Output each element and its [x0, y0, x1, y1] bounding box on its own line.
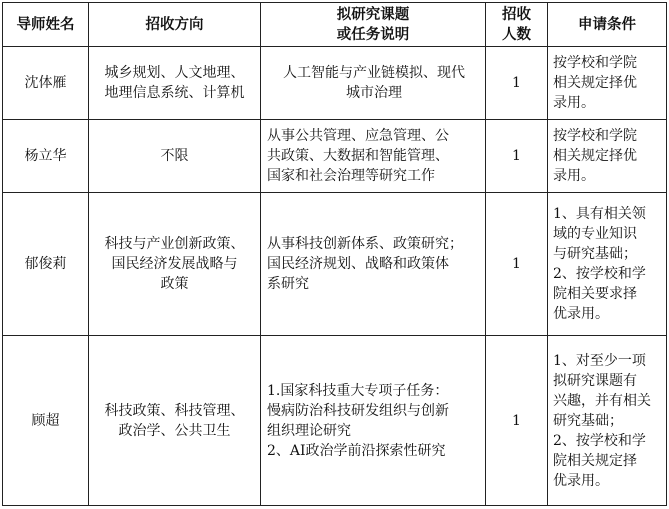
- cell-line: 相关规定择优: [553, 75, 637, 91]
- cell-line: 系研究: [267, 276, 309, 292]
- cell-line: 国民经济发展战略与: [111, 256, 238, 272]
- supervisor-table: [2, 2, 667, 506]
- cell-line: 2、按学校和学: [553, 266, 646, 282]
- application-conditions: [548, 193, 667, 336]
- header-supervisor: 导师姓名: [3, 3, 89, 47]
- cell-line: 优录用。: [553, 306, 609, 322]
- recruit-direction: [89, 120, 261, 193]
- cell-line: 从事公共管理、应急管理、公: [267, 128, 449, 144]
- recruit-direction: [89, 336, 261, 506]
- cell-line: 城乡规划、人文地理、: [104, 65, 245, 81]
- research-topic: [261, 120, 486, 193]
- recruit-count: 1: [486, 47, 548, 120]
- cell-line: 地理信息系统、计算机: [104, 85, 245, 101]
- header-conditions: 申请条件: [548, 3, 667, 47]
- research-topic: [261, 47, 486, 120]
- cell-line: 研究基础；: [553, 412, 623, 429]
- cell-line: 慢病防治科技研发组织与创新: [267, 402, 449, 419]
- cell-line: 科技政策、科技管理、: [104, 402, 245, 419]
- table-row: [3, 47, 667, 120]
- supervisor-name: 杨立华: [3, 120, 89, 193]
- header-direction: 招收方向: [89, 3, 261, 47]
- cell-line: 2、按学校和学: [553, 432, 646, 449]
- cell-line: 相关规定择优: [553, 148, 637, 164]
- cell-line: 人工智能与产业链模拟、现代: [283, 65, 465, 81]
- cell-line: 按学校和学院: [553, 55, 637, 71]
- supervisor-name: 沈体雁: [3, 47, 89, 120]
- application-conditions: [548, 120, 667, 193]
- application-conditions: [548, 47, 667, 120]
- recruit-direction: [89, 47, 261, 120]
- cell-line: 政治学、公共卫生: [118, 422, 231, 439]
- recruit-count: 1: [486, 120, 548, 193]
- cell-line: 院相关规定择: [553, 452, 637, 469]
- cell-line: 城市治理: [346, 85, 402, 101]
- cell-line: 按学校和学院: [553, 128, 637, 144]
- table-row: [3, 120, 667, 193]
- cell-line: 与研究基础；: [553, 246, 637, 262]
- cell-line: 优录用。: [553, 472, 609, 489]
- cell-line: 1.国家科技重大专项子任务：: [267, 382, 449, 399]
- cell-line: 2、AI政治学前沿探索性研究: [267, 442, 446, 459]
- cell-line: 国民经济规划、战略和政策体: [267, 256, 449, 272]
- cell-line: 从事科技创新体系、政策研究；: [267, 236, 463, 252]
- supervisor-name: 顾超: [3, 336, 89, 506]
- recruit-count: 1: [486, 193, 548, 336]
- table-row: [3, 336, 667, 506]
- cell-line: 兴趣，并有相关: [553, 392, 651, 409]
- cell-line: 科技与产业创新政策、: [104, 236, 245, 252]
- header-row: [3, 3, 667, 47]
- research-topic: [261, 336, 486, 506]
- cell-line: 录用。: [553, 95, 595, 111]
- cell-line: 组织理论研究: [267, 422, 351, 439]
- header-topic: 拟研究课题 或任务说明: [261, 3, 486, 47]
- cell-line: 1、对至少一项: [553, 352, 646, 369]
- cell-line: 院相关要求择: [553, 286, 637, 302]
- cell-line: 录用。: [553, 168, 595, 184]
- cell-line: 国家和社会治理等研究工作: [267, 168, 435, 184]
- cell-line: 拟研究课题有: [553, 372, 637, 389]
- recruit-count: 1: [486, 336, 548, 506]
- header-count: 招收 人数: [486, 3, 548, 47]
- supervisor-name: 郁俊莉: [3, 193, 89, 336]
- cell-line: 政策: [160, 276, 189, 292]
- application-conditions: [548, 336, 667, 506]
- recruit-direction: [89, 193, 261, 336]
- cell-line: 域的专业知识: [553, 226, 637, 242]
- research-topic: [261, 193, 486, 336]
- cell-line: 共政策、大数据和智能管理、: [267, 148, 449, 164]
- cell-line: 不限: [160, 148, 189, 164]
- table-row: [3, 193, 667, 336]
- cell-line: 1、具有相关领: [553, 206, 646, 222]
